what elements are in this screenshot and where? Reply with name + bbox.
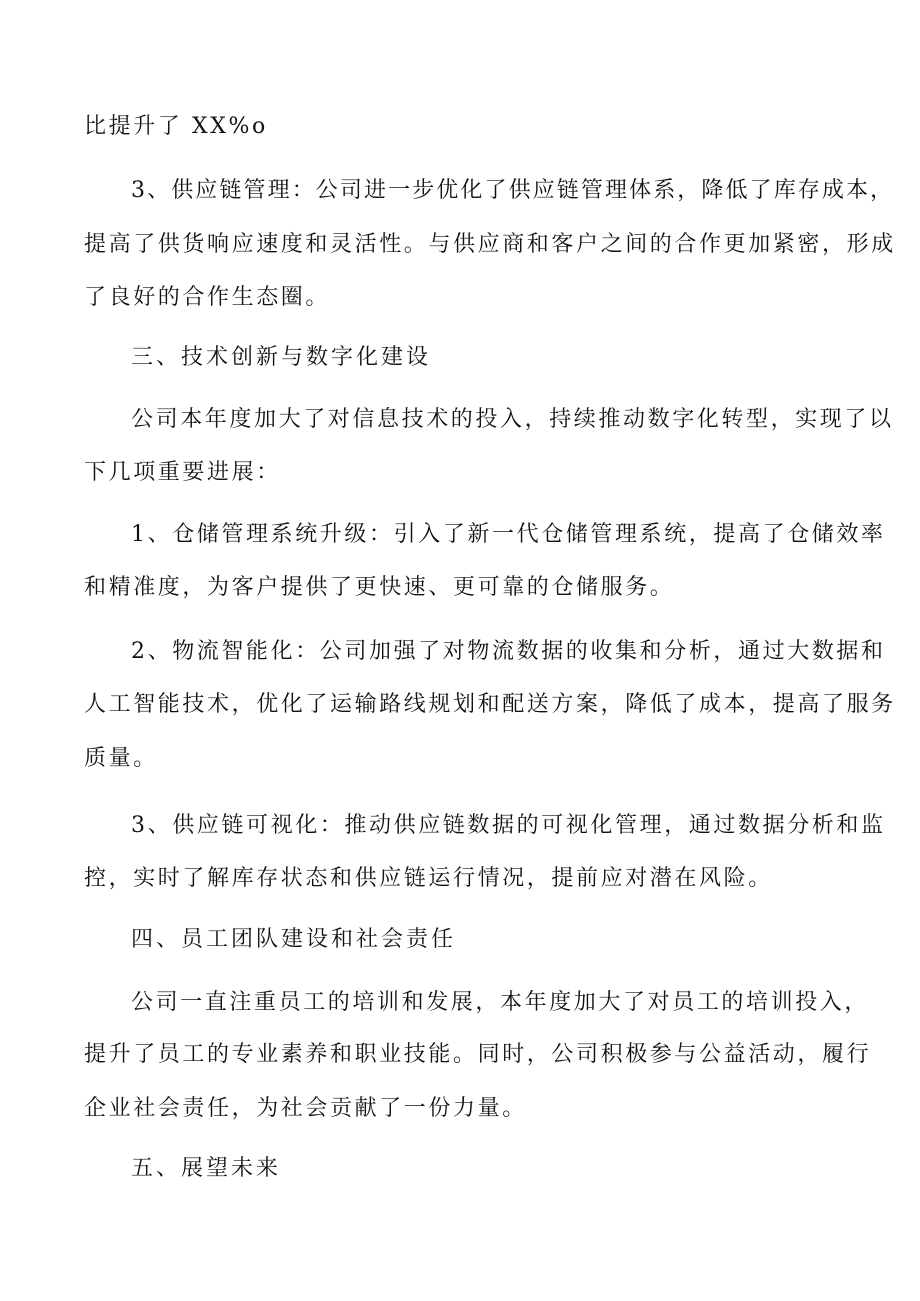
- text-line: 下几项重要进展：: [84, 460, 281, 485]
- section-heading: 三、技术创新与数字化建设: [131, 345, 432, 370]
- text-line: 提高了供货响应速度和灵活性。与供应商和客户之间的合作更加紧密，形成: [84, 232, 896, 257]
- text-line: 提升了员工的专业素养和职业技能。同时，公司积极参与公益活动，履行: [84, 1042, 872, 1067]
- text-line: 人工智能技术，优化了运输路线规划和配送方案，降低了成本，提高了服务: [84, 692, 896, 717]
- text-line: 3、供应链可视化：推动供应链数据的可视化管理，通过数据分析和监: [131, 813, 886, 838]
- text-line: 企业社会责任，为社会贡献了一份力量。: [84, 1096, 527, 1121]
- section-heading: 四、员工团队建设和社会责任: [131, 927, 457, 952]
- text-line: 公司一直注重员工的培训和发展，本年度加大了对员工的培训投入，: [131, 990, 870, 1015]
- text-line: 1、仓储管理系统升级：引入了新一代仓储管理系统，提高了仓储效率: [131, 522, 886, 547]
- text-line: 公司本年度加大了对信息技术的投入，持续推动数字化转型，实现了以: [131, 407, 894, 432]
- text-line: 3、供应链管理：公司进一步优化了供应链管理体系，降低了库存成本，: [131, 178, 895, 203]
- text-line: 质量。: [84, 746, 158, 771]
- section-heading: 五、展望未来: [131, 1156, 282, 1181]
- text-line: 控，实时了解库存状态和供应链运行情况，提前应对潜在风险。: [84, 866, 773, 891]
- text-line: 比提升了 XX%o: [84, 114, 268, 139]
- text-line: 了良好的合作生态圈。: [84, 285, 331, 310]
- text-line: 2、物流智能化：公司加强了对物流数据的收集和分析，通过大数据和: [131, 639, 886, 664]
- text-line: 和精准度，为客户提供了更快速、更可靠的仓储服务。: [84, 575, 675, 600]
